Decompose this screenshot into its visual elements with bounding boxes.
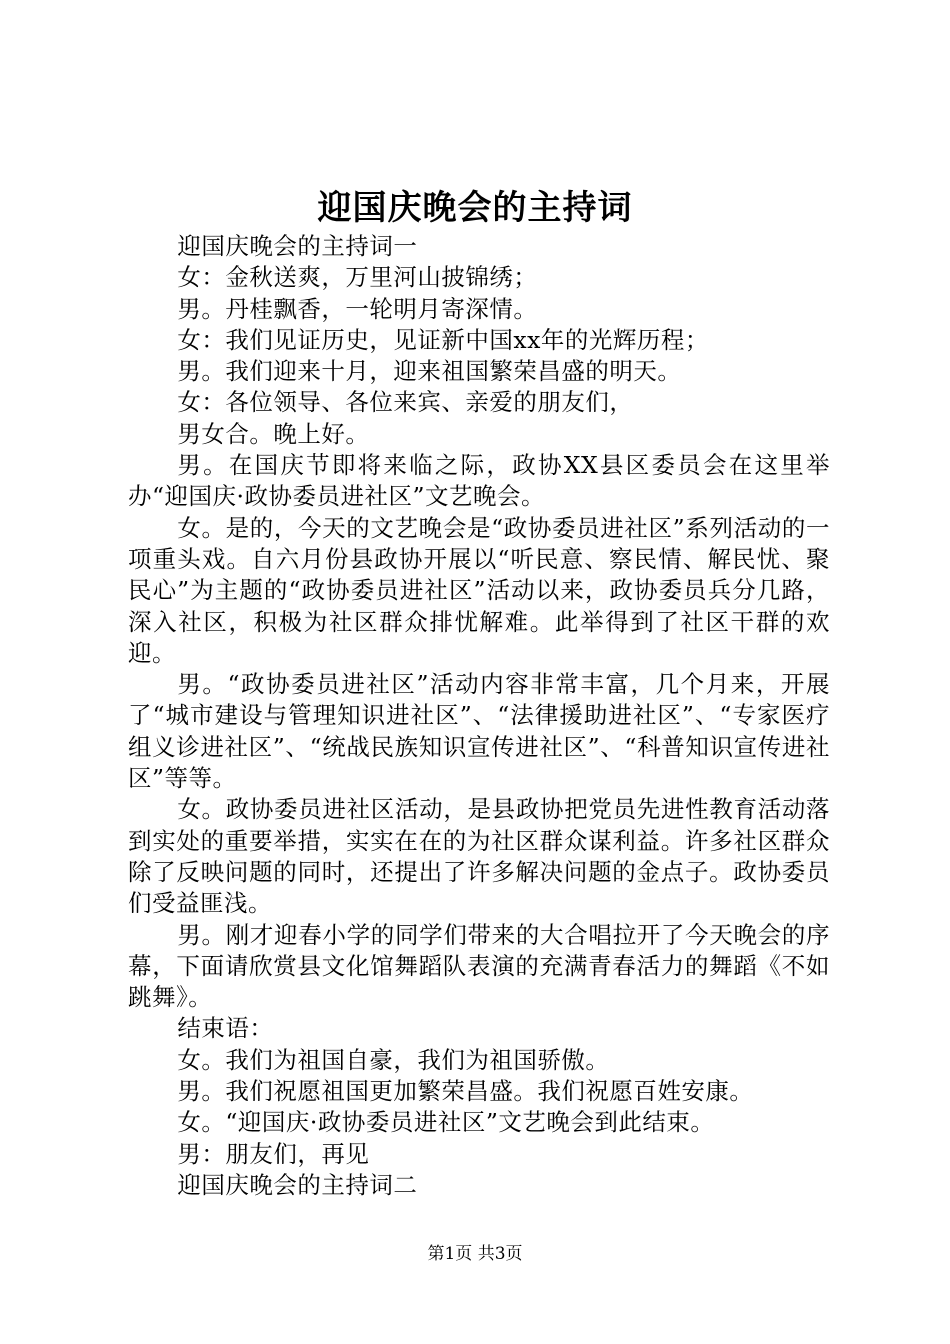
document-body [128, 231, 830, 1201]
paragraph: 女。政协委员进社区活动，是县政协把党员先进性教育活动落到实处的重要举措，实实在在的为社区群众谋利益。许多社区群众除了反映问题的同时，还提出了许多解决问题的金点子。政协委员们受益匪浅。 [128, 795, 830, 918]
paragraph: 女：金秋送爽，万里河山披锦绣； [177, 263, 538, 292]
paragraph: 女：我们见证历史，见证新中国xx年的光辉历程； [177, 325, 709, 354]
paragraph: 男女合。晚上好。 [177, 419, 370, 448]
paragraph: 男。刚才迎春小学的同学们带来的大合唱拉开了今天晚会的序幕，下面请欣赏县文化馆舞蹈队表演的充满青春活力的舞蹈《不如跳舞》。 [128, 920, 830, 1012]
paragraph: 女。是的，今天的文艺晚会是“政协委员进社区”系列活动的一项重头戏。自六月份县政协开展以“听民意、察民情、解民忧、聚民心”为主题的“政协委员进社区”活动以来，政协委员兵分几路，深入社区，积极为社区群众排忧解难。此举得到了社区干群的欢迎。 [128, 513, 830, 667]
paragraph: 女。“迎国庆·政协委员进社区”文艺晚会到此结束。 [177, 1108, 715, 1137]
paragraph: 男。“政协委员进社区”活动内容非常丰富，几个月来，开展了“城市建设与管理知识进社区”、“法律援助进社区”、“专家医疗组义诊进社区”、“统战民族知识宣传进社区”、“科普知识宣传进社区”等等。 [128, 670, 830, 793]
page-footer: 第1页 共3页 [427, 1244, 523, 1264]
paragraph: 男。在国庆节即将来临之际，政协XX县区委员会在这里举办“迎国庆·政协委员进社区”文艺晚会。 [128, 451, 830, 511]
paragraph: 男：朋友们，再见 [177, 1139, 370, 1168]
paragraph: 男。我们迎来十月，迎来祖国繁荣昌盛的明天。 [177, 357, 682, 386]
paragraph: 女：各位领导、各位来宾、亲爱的朋友们， [177, 388, 634, 417]
document-title: 迎国庆晚会的主持词 [317, 188, 633, 228]
paragraph: 男。我们祝愿祖国更加繁荣昌盛。我们祝愿百姓安康。 [177, 1077, 754, 1106]
paragraph: 迎国庆晚会的主持词一 [177, 232, 418, 260]
paragraph: 男。丹桂飘香，一轮明月寄深情。 [177, 294, 538, 323]
paragraph: 女。我们为祖国自豪，我们为祖国骄傲。 [177, 1045, 610, 1074]
paragraph: 迎国庆晚会的主持词二 [177, 1170, 418, 1199]
paragraph: 结束语： [177, 1014, 274, 1043]
